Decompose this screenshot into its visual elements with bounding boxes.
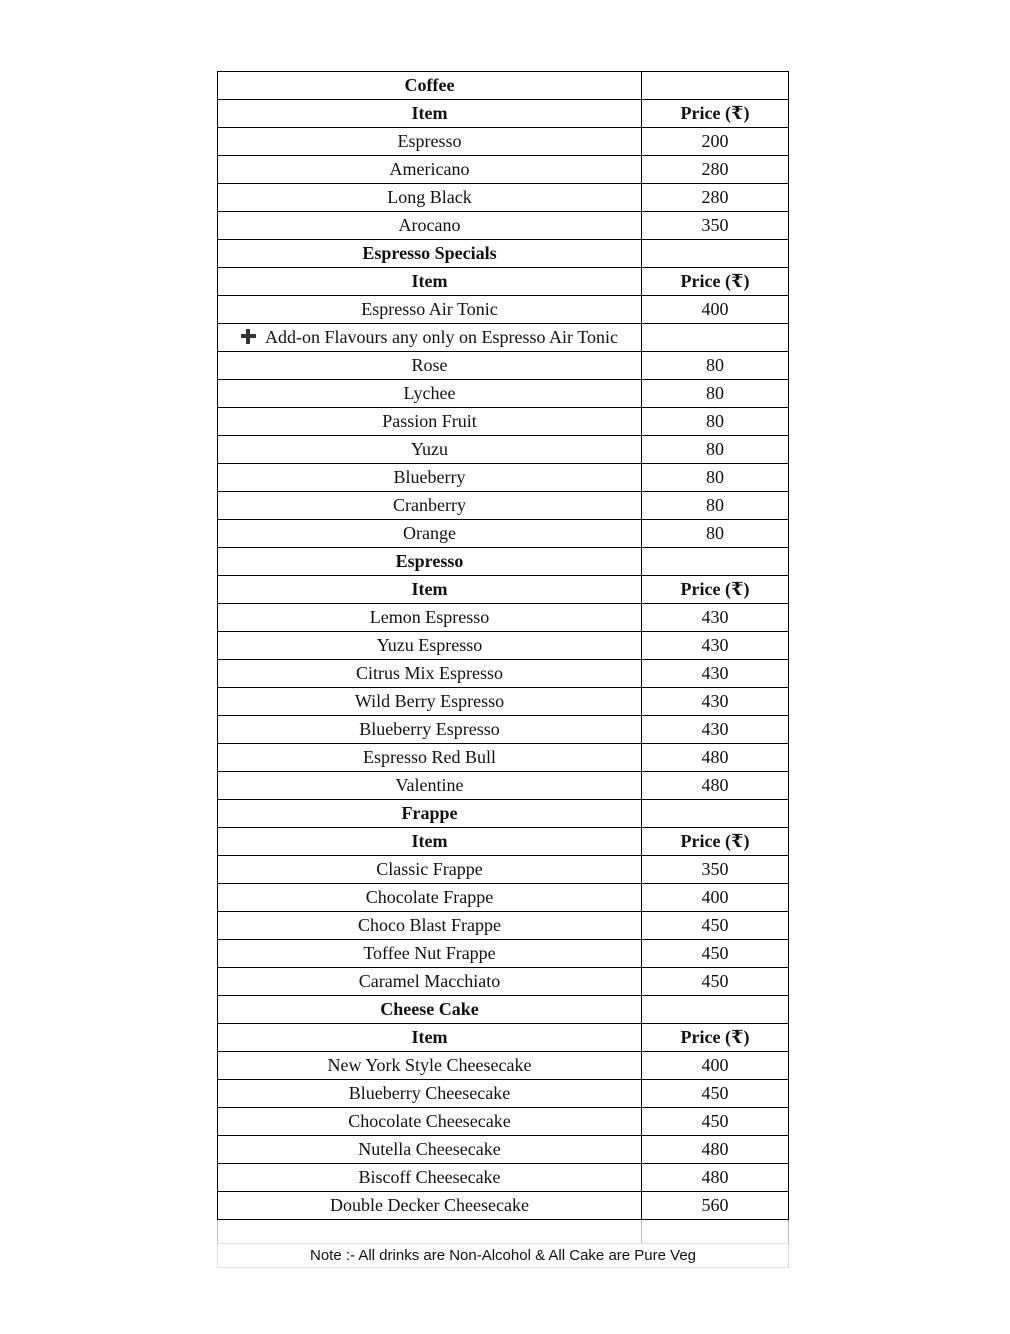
column-header-row xyxy=(218,100,789,128)
menu-item-row xyxy=(218,856,789,884)
section-title: Frappe xyxy=(218,800,642,828)
item-price: 480 xyxy=(642,772,789,800)
note-row xyxy=(218,1244,789,1268)
item-column-header: Item xyxy=(218,576,642,604)
item-name: Wild Berry Espresso xyxy=(218,688,642,716)
addon-name: Passion Fruit xyxy=(218,408,642,436)
item-price: 400 xyxy=(642,884,789,912)
addon-item-row xyxy=(218,492,789,520)
addon-item-row xyxy=(218,520,789,548)
menu-item-row xyxy=(218,772,789,800)
addon-price: 80 xyxy=(642,492,789,520)
menu-item-row xyxy=(218,1192,789,1220)
menu-item-row xyxy=(218,660,789,688)
item-price: 480 xyxy=(642,744,789,772)
item-price: 350 xyxy=(642,856,789,884)
item-name: Double Decker Cheesecake xyxy=(218,1192,642,1220)
empty-cell xyxy=(218,1220,642,1244)
price-column-header: Price (₹) xyxy=(642,268,789,296)
addon-heading-row xyxy=(218,324,789,352)
item-price: 200 xyxy=(642,128,789,156)
menu-item-row xyxy=(218,1080,789,1108)
item-price: 400 xyxy=(642,296,789,324)
price-column-header: Price (₹) xyxy=(642,576,789,604)
column-header-row xyxy=(218,576,789,604)
empty-cell xyxy=(642,996,789,1024)
menu-item-row xyxy=(218,156,789,184)
item-name: Toffee Nut Frappe xyxy=(218,940,642,968)
menu-item-row xyxy=(218,604,789,632)
menu-item-row xyxy=(218,632,789,660)
addon-label: Add-on Flavours any only on Espresso Air Tonic xyxy=(265,327,618,347)
addon-item-row xyxy=(218,380,789,408)
empty-cell xyxy=(642,240,789,268)
addon-item-row xyxy=(218,408,789,436)
menu-body xyxy=(218,72,789,1268)
menu-item-row xyxy=(218,688,789,716)
menu-item-row xyxy=(218,968,789,996)
item-name: Espresso xyxy=(218,128,642,156)
menu-item-row xyxy=(218,212,789,240)
section-title: Cheese Cake xyxy=(218,996,642,1024)
menu-item-row xyxy=(218,1108,789,1136)
menu-table xyxy=(217,71,789,1268)
item-name: Lemon Espresso xyxy=(218,604,642,632)
item-name: Citrus Mix Espresso xyxy=(218,660,642,688)
item-price: 450 xyxy=(642,940,789,968)
item-column-header: Item xyxy=(218,828,642,856)
item-price: 400 xyxy=(642,1052,789,1080)
addon-item-row xyxy=(218,464,789,492)
item-name: Blueberry Cheesecake xyxy=(218,1080,642,1108)
addon-price: 80 xyxy=(642,380,789,408)
empty-cell xyxy=(642,72,789,100)
empty-cell xyxy=(642,800,789,828)
menu-item-row xyxy=(218,1052,789,1080)
item-price: 430 xyxy=(642,688,789,716)
addon-name: Blueberry xyxy=(218,464,642,492)
addon-price: 80 xyxy=(642,408,789,436)
menu-item-row xyxy=(218,1136,789,1164)
section-title-row xyxy=(218,800,789,828)
item-price: 450 xyxy=(642,912,789,940)
item-name: Arocano xyxy=(218,212,642,240)
section-title-row xyxy=(218,548,789,576)
menu-item-row xyxy=(218,296,789,324)
item-name: Chocolate Frappe xyxy=(218,884,642,912)
blank-row xyxy=(218,1220,789,1244)
item-name: Nutella Cheesecake xyxy=(218,1136,642,1164)
column-header-row xyxy=(218,268,789,296)
menu-item-row xyxy=(218,744,789,772)
addon-name: Rose xyxy=(218,352,642,380)
item-price: 450 xyxy=(642,1108,789,1136)
addon-price: 80 xyxy=(642,464,789,492)
item-price: 450 xyxy=(642,1080,789,1108)
item-column-header: Item xyxy=(218,100,642,128)
item-price: 430 xyxy=(642,604,789,632)
addon-price: 80 xyxy=(642,436,789,464)
item-name: Classic Frappe xyxy=(218,856,642,884)
addon-price: 80 xyxy=(642,352,789,380)
price-column-header: Price (₹) xyxy=(642,1024,789,1052)
item-name: Biscoff Cheesecake xyxy=(218,1164,642,1192)
addon-item-row xyxy=(218,352,789,380)
item-name: Yuzu Espresso xyxy=(218,632,642,660)
addon-heading xyxy=(218,324,642,352)
item-price: 280 xyxy=(642,156,789,184)
item-name: Blueberry Espresso xyxy=(218,716,642,744)
empty-cell xyxy=(642,1220,789,1244)
item-price: 480 xyxy=(642,1164,789,1192)
item-price: 480 xyxy=(642,1136,789,1164)
price-column-header: Price (₹) xyxy=(642,828,789,856)
footer-note: Note :- All drinks are Non-Alcohol & All Cake are Pure Veg xyxy=(218,1244,789,1268)
empty-cell xyxy=(642,324,789,352)
item-price: 430 xyxy=(642,632,789,660)
item-name: Long Black xyxy=(218,184,642,212)
section-title: Espresso Specials xyxy=(218,240,642,268)
item-price: 560 xyxy=(642,1192,789,1220)
item-name: Espresso Air Tonic xyxy=(218,296,642,324)
plus-icon xyxy=(241,329,256,344)
addon-price: 80 xyxy=(642,520,789,548)
menu-item-row xyxy=(218,912,789,940)
addon-name: Orange xyxy=(218,520,642,548)
item-price: 350 xyxy=(642,212,789,240)
addon-name: Yuzu xyxy=(218,436,642,464)
menu-item-row xyxy=(218,1164,789,1192)
section-title: Coffee xyxy=(218,72,642,100)
menu-item-row xyxy=(218,128,789,156)
menu-item-row xyxy=(218,940,789,968)
item-column-header: Item xyxy=(218,1024,642,1052)
menu-item-row xyxy=(218,184,789,212)
section-title: Espresso xyxy=(218,548,642,576)
section-title-row xyxy=(218,996,789,1024)
item-name: Caramel Macchiato xyxy=(218,968,642,996)
price-column-header: Price (₹) xyxy=(642,100,789,128)
addon-name: Lychee xyxy=(218,380,642,408)
item-price: 430 xyxy=(642,660,789,688)
menu-item-row xyxy=(218,716,789,744)
item-name: Valentine xyxy=(218,772,642,800)
column-header-row xyxy=(218,828,789,856)
column-header-row xyxy=(218,1024,789,1052)
menu-item-row xyxy=(218,884,789,912)
empty-cell xyxy=(642,548,789,576)
section-title-row xyxy=(218,240,789,268)
item-name: Choco Blast Frappe xyxy=(218,912,642,940)
item-price: 280 xyxy=(642,184,789,212)
item-name: New York Style Cheesecake xyxy=(218,1052,642,1080)
item-price: 450 xyxy=(642,968,789,996)
section-title-row xyxy=(218,72,789,100)
item-column-header: Item xyxy=(218,268,642,296)
item-name: Chocolate Cheesecake xyxy=(218,1108,642,1136)
item-name: Espresso Red Bull xyxy=(218,744,642,772)
addon-name: Cranberry xyxy=(218,492,642,520)
item-price: 430 xyxy=(642,716,789,744)
addon-item-row xyxy=(218,436,789,464)
item-name: Americano xyxy=(218,156,642,184)
